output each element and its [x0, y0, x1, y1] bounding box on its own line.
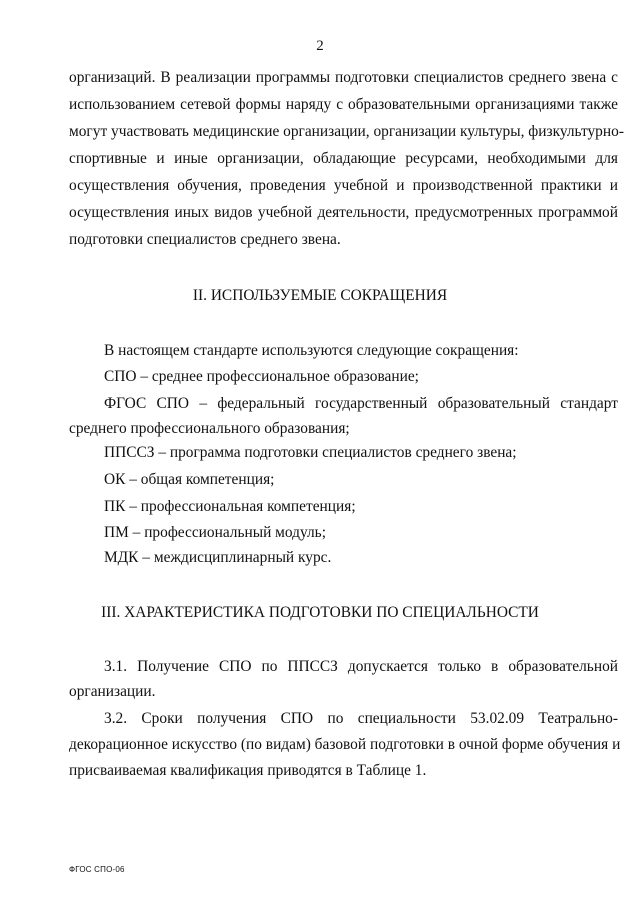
paragraph-line: организаций. В реализации программы подготовки специалистов среднего звена с	[69, 69, 618, 86]
paragraph-line: 3.2. Сроки получения СПО по специальности 53.02.09 Театрально-	[104, 710, 618, 727]
footer-label: ФГОС СПО-06	[69, 865, 125, 874]
section-heading: II. ИСПОЛЬЗУЕМЫЕ СОКРАЩЕНИЯ	[192, 287, 448, 304]
abbrev-item: ППССЗ – программа подготовки специалистов среднего звена;	[104, 444, 517, 461]
abbrev-item: МДК – междисциплинарный курс.	[104, 549, 332, 566]
abbrev-item: СПО – среднее профессиональное образование;	[104, 368, 419, 385]
paragraph-line: спортивные и иные организации, обладающие ресурсами, необходимыми для	[69, 150, 618, 167]
abbrev-item: ФГОС СПО – федеральный государственный образовательный стандарт	[104, 395, 618, 412]
abbrev-intro: В настоящем стандарте используются следующие сокращения:	[104, 342, 519, 359]
paragraph-line: осуществления обучения, проведения учебной и производственной практики и	[69, 177, 618, 194]
paragraph-line: 3.1. Получение СПО по ППССЗ допускается только в образовательной	[104, 658, 618, 675]
page-number: 2	[316, 38, 324, 54]
paragraph-line: декорационное искусство (по видам) базовой подготовки в очной форме обучения и	[69, 736, 621, 753]
paragraph-line: осуществления иных видов учебной деятельности, предусмотренных программой	[69, 204, 618, 221]
abbrev-item: ОК – общая компетенция;	[104, 471, 275, 488]
paragraph-line: могут участвовать медицинские организации, организации культуры, физкультурно-	[69, 123, 624, 140]
abbrev-item: ПК – профессиональная компетенция;	[104, 498, 356, 515]
paragraph-line: организации.	[69, 683, 156, 700]
abbrev-item: ПМ – профессиональный модуль;	[104, 524, 326, 541]
paragraph-line: присваиваемая квалификация приводятся в Таблице 1.	[69, 762, 427, 779]
section-heading: III. ХАРАКТЕРИСТИКА ПОДГОТОВКИ ПО СПЕЦИАЛЬНОСТИ	[101, 604, 539, 621]
paragraph-line: использованием сетевой формы наряду с образовательными организациями также	[69, 96, 618, 113]
paragraph-line: подготовки специалистов среднего звена.	[69, 231, 341, 248]
abbrev-item: среднего профессионального образования;	[69, 420, 350, 437]
